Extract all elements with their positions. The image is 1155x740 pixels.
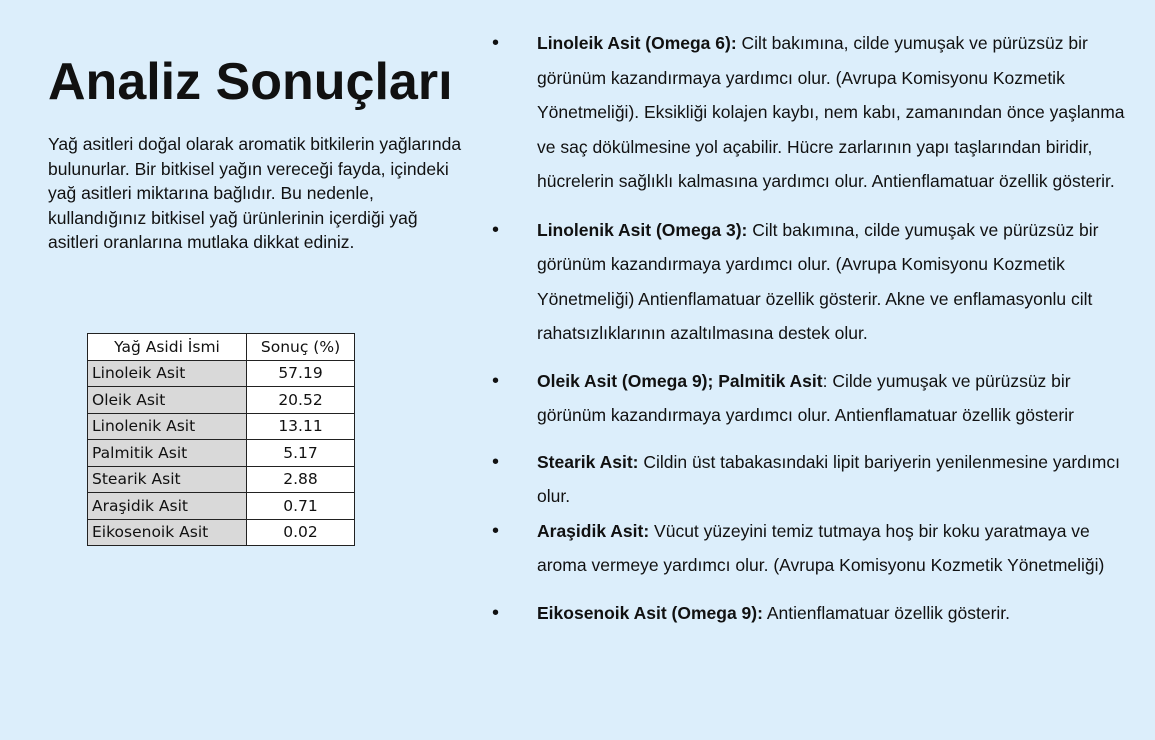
acid-name-cell: Linoleik Asit <box>88 360 247 387</box>
list-item <box>492 26 1137 199</box>
bullet-text: Cildin üst tabakasındaki lipit bariyerin yenilenmesine yardımcı olur. <box>537 451 1120 506</box>
acid-name-cell: Eikosenoik Asit <box>88 519 247 546</box>
acid-value-cell: 2.88 <box>247 466 355 493</box>
bullet-label: Araşidik Asit: <box>537 520 650 541</box>
table-row <box>88 440 355 467</box>
bullet-label: Oleik Asit (Omega 9); Palmitik Asit <box>537 370 823 391</box>
bullet-text: Cilt bakımına, cilde yumuşak ve pürüzsüz bir görünüm kazandırmaya yardımcı olur. (Avrupa Komisyonu Kozmetik Yönetmeliği) Antienflamatuar özellik gösterir. Akne ve enflamasyonlu cilt rahatsızlıklarının azaltılmasına destek olur. <box>537 219 1099 343</box>
list-item <box>492 213 1137 351</box>
bullet-text: Vücut yüzeyini temiz tutmaya hoş bir koku yaratmaya ve aroma vermeye yardımcı olur. (Avrupa Komisyonu Kozmetik Yönetmeliği) <box>537 520 1105 575</box>
list-item <box>492 364 1137 433</box>
table-header-row <box>88 334 355 361</box>
column-header-result: Sonuç (%) <box>247 334 355 361</box>
acid-value-cell: 0.02 <box>247 519 355 546</box>
acid-value-cell: 0.71 <box>247 493 355 520</box>
table-row <box>88 466 355 493</box>
acid-name-cell: Stearik Asit <box>88 466 247 493</box>
table-row <box>88 387 355 414</box>
bullet-text: Cilt bakımına, cilde yumuşak ve pürüzsüz bir görünüm kazandırmaya yardımcı olur. (Avrupa Komisyonu Kozmetik Yönetmeliği). Eksikliği kolajen kaybı, nem kabı, zamanından önce yaşlanma ve saç dökülmesine yol açabilir. Hücre zarlarının yapı taşlarından biridir, hücrelerin sağlıklı kalmasına yardımcı olur. Antienflamatuar özellik gösterir. <box>537 33 1125 191</box>
table-row <box>88 413 355 440</box>
intro-paragraph: Yağ asitleri doğal olarak aromatik bitkilerin yağlarında bulunurlar. Bir bitkisel yağın vereceği fayda, içindeki yağ asitleri miktarına bağlıdır. Bu nedenle, kullandığınız bitkisel yağ ürünlerinin içerdiği yağ asitleri oranlarına mutlaka dikkat ediniz. <box>48 134 462 252</box>
bullet-label: Eikosenoik Asit (Omega 9): <box>537 602 763 623</box>
acid-value-cell: 13.11 <box>247 413 355 440</box>
acid-value-cell: 57.19 <box>247 360 355 387</box>
acid-value-cell: 5.17 <box>247 440 355 467</box>
bullet-text: : Cilde yumuşak ve pürüzsüz bir görünüm kazandırmaya yardımcı olur. Antienflamatuar özellik gösterir <box>537 370 1074 425</box>
bullet-label: Linoleik Asit (Omega 6): <box>537 33 737 53</box>
acid-name-cell: Linolenik Asit <box>88 413 247 440</box>
column-header-name: Yağ Asidi İsmi <box>88 334 247 361</box>
acid-benefits-list <box>492 26 1137 630</box>
bullet-icon: • <box>492 601 500 624</box>
bullet-label: Stearik Asit: <box>537 451 639 472</box>
acid-name-cell: Araşidik Asit <box>88 493 247 520</box>
bullet-icon: • <box>492 519 500 542</box>
bullet-icon: • <box>492 369 500 392</box>
fatty-acid-table <box>87 333 355 546</box>
bullet-label: Linolenik Asit (Omega 3): <box>537 219 748 240</box>
bullet-icon: • <box>492 32 500 54</box>
page-title: Analiz Sonuçları <box>48 53 453 111</box>
list-item <box>492 445 1137 514</box>
bullet-icon: • <box>492 218 500 241</box>
table-row <box>88 519 355 546</box>
bullet-icon: • <box>492 450 500 473</box>
table-row <box>88 360 355 387</box>
acid-name-cell: Palmitik Asit <box>88 440 247 467</box>
list-item <box>492 514 1137 583</box>
bullet-text: Antienflamatuar özellik gösterir. <box>762 602 1011 623</box>
acid-name-cell: Oleik Asit <box>88 387 247 414</box>
table-row <box>88 493 355 520</box>
list-item <box>492 596 1137 631</box>
acid-value-cell: 20.52 <box>247 387 355 414</box>
